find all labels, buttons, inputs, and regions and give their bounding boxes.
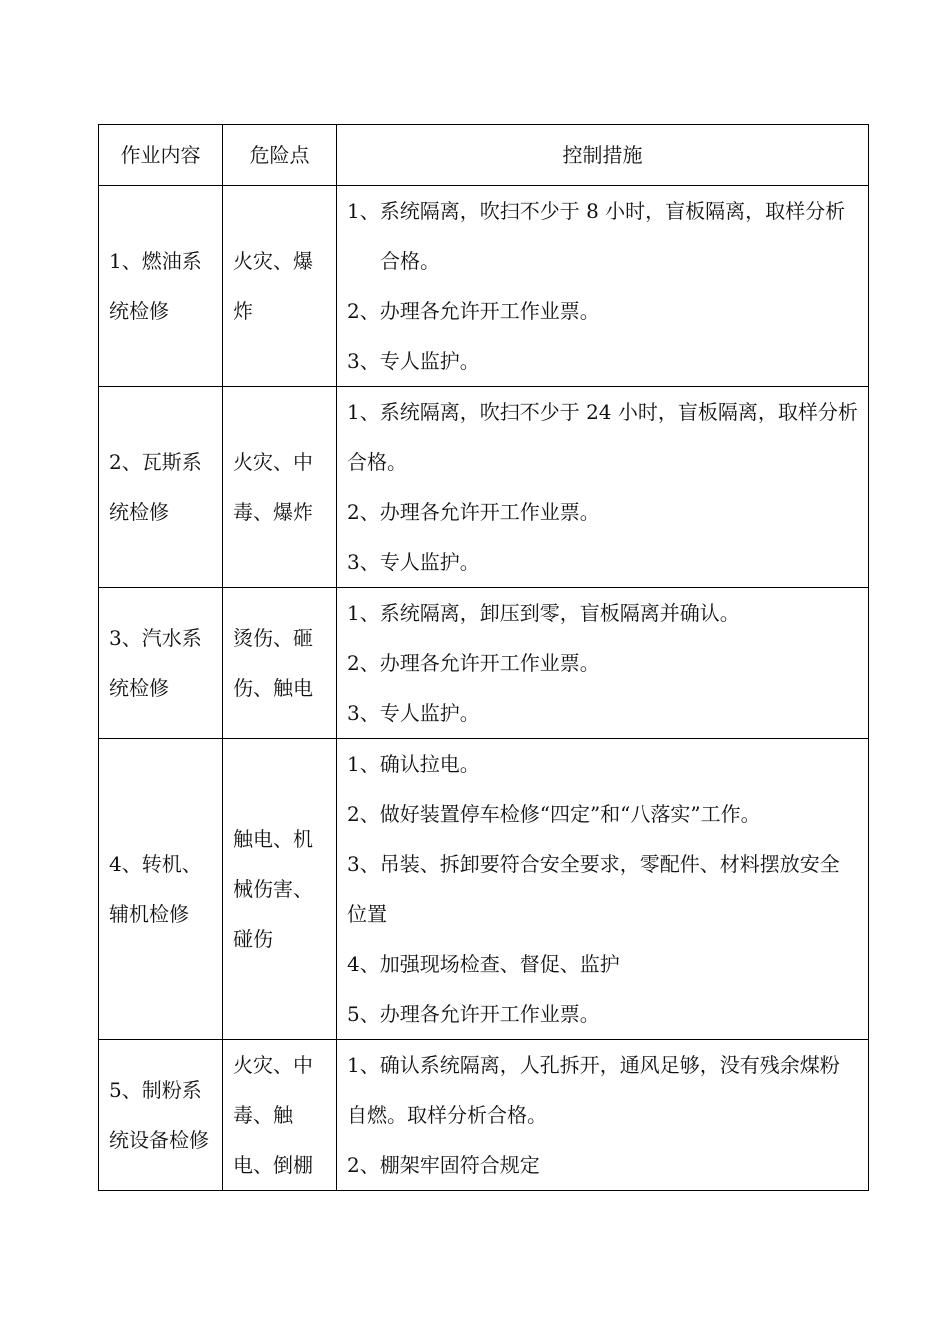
hazard-cell: 火灾、爆炸: [223, 186, 337, 387]
hazard-cell: 触电、机械伤害、碰伤: [223, 739, 337, 1040]
table-row: [99, 186, 869, 387]
measure-item: 2、棚架牢固符合规定: [347, 1153, 540, 1177]
task-cell: 1、燃油系统检修: [99, 186, 223, 387]
measure-item: 2、办理各允许开工作业票。: [347, 500, 600, 524]
task-cell: 3、汽水系统检修: [99, 588, 223, 739]
measure-item: 1、系统隔离，卸压到零，盲板隔离并确认。: [347, 601, 740, 625]
table-row: [99, 1040, 869, 1191]
measure-item: 1、确认拉电。: [347, 752, 480, 776]
measure-item: 2、办理各允许开工作业票。: [347, 651, 600, 675]
hazard-cell: 火灾、中毒、爆炸: [223, 387, 337, 588]
document-page: [98, 124, 868, 1191]
header-task: 作业内容: [99, 125, 223, 186]
task-cell: 4、转机、辅机检修: [99, 739, 223, 1040]
hazard-cell: 烫伤、砸伤、触电: [223, 588, 337, 739]
measures-cell: [337, 1040, 869, 1191]
measure-item: 5、办理各允许开工作业票。: [347, 1002, 600, 1026]
task-cell: 2、瓦斯系统检修: [99, 387, 223, 588]
measures-cell: [337, 739, 869, 1040]
measure-item: 1、系统隔离，吹扫不少于 8 小时，盲板隔离，取样分析合格。: [347, 199, 846, 273]
measure-item: 3、专人监护。: [347, 349, 480, 373]
measures-cell: [337, 387, 869, 588]
measure-item: 4、加强现场检查、督促、监护: [347, 952, 620, 976]
table-row: [99, 739, 869, 1040]
task-cell: 5、制粉系统设备检修: [99, 1040, 223, 1191]
measure-item: 3、吊装、拆卸要符合安全要求，零配件、材料摆放安全位置: [347, 852, 840, 926]
measure-item: 2、做好装置停车检修“四定”和“八落实”工作。: [347, 802, 761, 826]
measure-item: 1、系统隔离，吹扫不少于 24 小时，盲板隔离，取样分析合格。: [347, 400, 858, 474]
table-header-row: [99, 125, 869, 186]
header-measures: 控制措施: [337, 125, 869, 186]
measures-cell: [337, 588, 869, 739]
measure-item: 3、专人监护。: [347, 701, 480, 725]
hazard-control-table: [98, 124, 869, 1191]
measure-item: 2、办理各允许开工作业票。: [347, 299, 600, 323]
header-hazard: 危险点: [223, 125, 337, 186]
measures-cell: [337, 186, 869, 387]
table-row: [99, 387, 869, 588]
table-row: [99, 588, 869, 739]
measure-item: 3、专人监护。: [347, 550, 480, 574]
measure-item: 1、确认系统隔离，人孔拆开，通风足够，没有残余煤粉自燃。取样分析合格。: [347, 1053, 840, 1127]
hazard-cell: 火灾、中毒、触电、倒棚: [223, 1040, 337, 1191]
